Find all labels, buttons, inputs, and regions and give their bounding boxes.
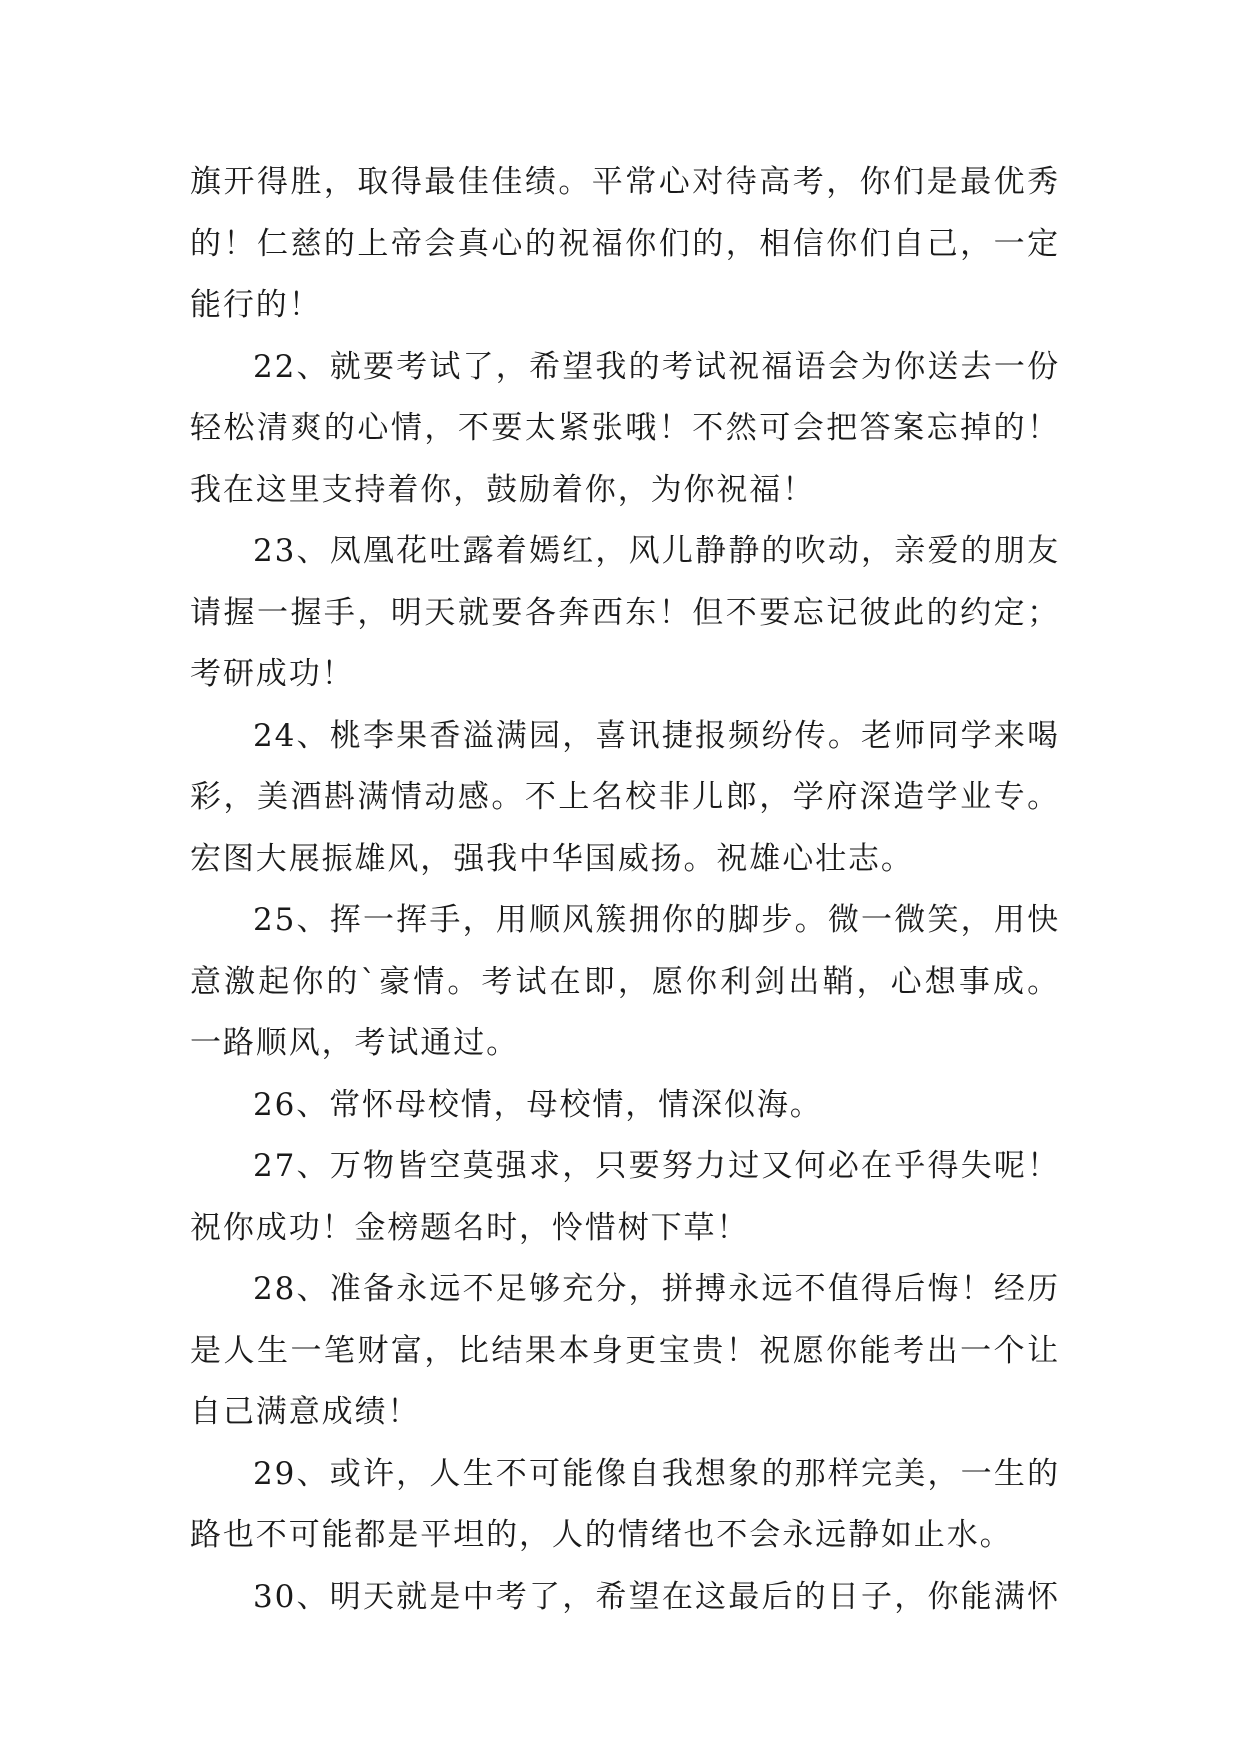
paragraph (190, 152, 1060, 337)
paragraph (190, 1136, 1060, 1259)
paragraph (190, 890, 1060, 1075)
text-line: 我在这里支持着你，鼓励着你，为你祝福！ (190, 471, 816, 508)
text-line: 路也不可能都是平坦的，人的情绪也不会永远静如止水。 (190, 1517, 1013, 1553)
text-line: 祝你成功！金榜题名时，怜惜树下草！ (190, 1209, 750, 1246)
text-line: 29、或许，人生不可能像自我想象的那样完美，一生的 (253, 1455, 1060, 1492)
paragraph (190, 706, 1060, 891)
text-line: 27、万物皆空莫强求，只要努力过又何必在乎得失呢！ (253, 1148, 1060, 1184)
text-line: 是人生一笔财富，比结果本身更宝贵！祝愿你能考出一个让 (190, 1332, 1060, 1369)
text-line: 意激起你的`豪情。考试在即，愿你利剑出鞘，心想事成。 (190, 963, 1060, 1000)
text-line: 26、常怀母校情，母校情，情深似海。 (253, 1086, 823, 1123)
text-line: 一路顺风，考试通过。 (190, 1025, 519, 1061)
paragraph (190, 1259, 1060, 1444)
text-line: 25、挥一挥手，用顺风簇拥你的脚步。微一微笑，用快 (253, 902, 1060, 938)
text-line: 30、明天就是中考了，希望在这最后的日子，你能满怀 (253, 1578, 1060, 1615)
paragraph (190, 1567, 1060, 1629)
document-body (190, 152, 1060, 1628)
text-line: 旗开得胜，取得最佳佳绩。平常心对待高考，你们是最优秀 (190, 164, 1060, 200)
text-line: 的！仁慈的上帝会真心的祝福你们的，相信你们自己，一定 (190, 225, 1060, 262)
paragraph (190, 1075, 1060, 1137)
text-line: 能行的！ (190, 287, 322, 323)
text-line: 宏图大展振雄风，强我中华国威扬。祝雄心壮志。 (190, 840, 914, 877)
text-line: 彩，美酒斟满情动感。不上名校非儿郎，学府深造学业专。 (190, 779, 1060, 815)
text-line: 考研成功！ (190, 656, 355, 692)
text-line: 22、就要考试了，希望我的考试祝福语会为你送去一份 (253, 348, 1060, 385)
text-line: 28、准备永远不足够充分，拼搏永远不值得后悔！经历 (253, 1271, 1060, 1307)
paragraph (190, 521, 1060, 706)
paragraph (190, 1444, 1060, 1567)
text-line: 23、凤凰花吐露着嫣红，风儿静静的吹动，亲爱的朋友 (253, 533, 1060, 569)
text-line: 轻松清爽的心情，不要太紧张哦！不然可会把答案忘掉的！ (190, 410, 1060, 446)
text-line: 自己满意成绩！ (190, 1394, 421, 1430)
text-line: 请握一握手，明天就要各奔西东！但不要忘记彼此的约定； (190, 594, 1060, 631)
text-line: 24、桃李果香溢满园，喜讯捷报频纷传。老师同学来喝 (253, 717, 1060, 754)
paragraph (190, 337, 1060, 522)
